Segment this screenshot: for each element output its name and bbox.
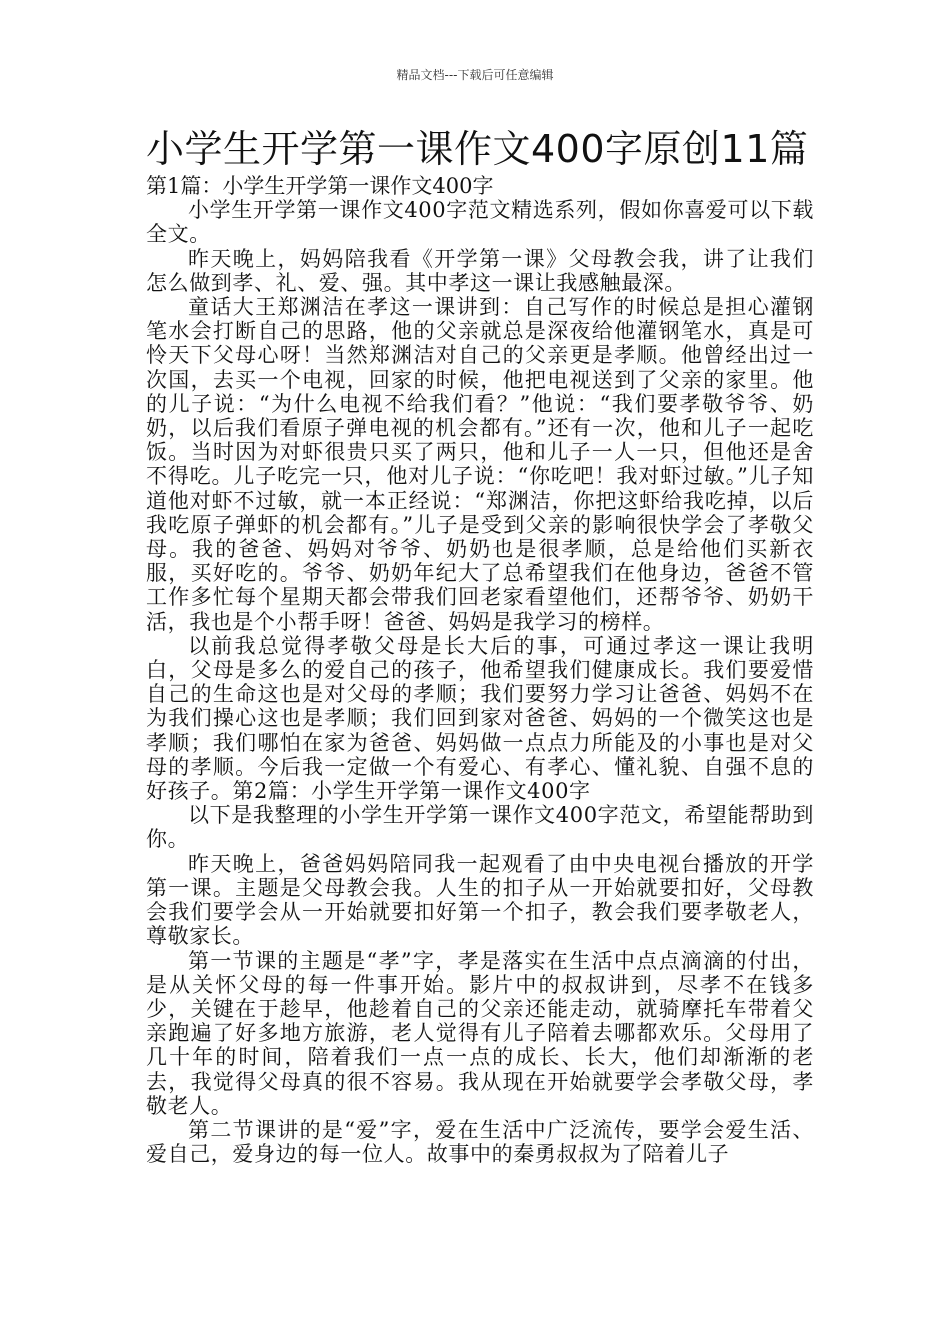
paragraph-text: 以前我总觉得孝敬父母是长大后的事，可通过孝这一课让我明白，父母是多么的爱自己的孩子，他希望我们健康成长。我们要爱惜自己的生命这也是对父母的孝顺；我们要努力学习让爸爸、妈妈不在为我们操心这也是孝顺；我们回到家对爸爸、妈妈的一个微笑这也是孝顺；我们哪怕在家为爸爸、妈妈做一点点力所能及的小事也是对父母的孝顺。今后我一定做一个有爱心、有孝心、懂礼貌、自强不息的好孩子。: [146, 633, 814, 804]
paragraph: 第一节课的主题是“孝”字，孝是落实在生活中点点滴滴的付出，是从关怀父母的每一件事开始。影片中的叔叔讲到，尽孝不在钱多少，关键在于趁早，他趁着自己的父亲还能走动，就骑摩托车带着父亲跑遍了好多地方旅游，老人觉得有儿子陪着去哪都欢乐。父母用了几十年的时间，陪着我们一点一点的成长、长大，他们却渐渐的老去，我觉得父母真的很不容易。我从现在开始就要学会孝敬父母，孝敬老人。: [146, 948, 814, 1118]
page-header-note: 精品文档---下载后可任意编辑: [396, 68, 554, 82]
paragraph: 童话大王郑渊洁在孝这一课讲到：自己写作的时候总是担心灌钢笔水会打断自己的思路，他的父亲就总是深夜给他灌钢笔水，真是可怜天下父母心呀！当然郑渊洁对自己的父亲更是孝顺。他曾经出过一次国，去买一个电视，回家的时候，他把电视送到了父亲的家里。他的儿子说：“为什么电视不给我们看？”他说：“我们要孝敬爷爷、奶奶，以后我们看原子弹电视的机会都有。”还有一次，他和儿子一起吃饭。当时因为对虾很贵只买了两只，他和儿子一人一只，但他还是舍不得吃。儿子吃完一只，他对儿子说：“你吃吧！我对虾过敏。”儿子知道他对虾不过敏，就一本正经说：“郑渊洁，你把这虾给我吃掉，以后我吃原子弹虾的机会都有。”儿子是受到父亲的影响很快学会了孝敬父母。我的爸爸、妈妈对爷爷、奶奶也是很孝顺，总是给他们买新衣服，买好吃的。爷爷、奶奶年纪大了总希望我们在他身边，爸爸不管工作多忙每个星期天都会带我们回老家看望他们，还帮爷爷、奶奶干活，我也是个小帮手呀！爸爸、妈妈是我学习的榜样。: [146, 295, 814, 634]
paragraph: [146, 634, 814, 803]
paragraph: 小学生开学第一课作文400字范文精选系列，假如你喜爱可以下载全文。: [146, 198, 814, 247]
paragraph: 昨天晚上，妈妈陪我看《开学第一课》父母教会我，讲了让我们怎么做到孝、礼、爱、强。其中孝这一课让我感触最深。: [146, 246, 814, 295]
paragraph: 第二节课讲的是“爱”字，爱在生活中广泛流传，要学会爱生活、爱自己，爱身边的每一位人。故事中的秦勇叔叔为了陪着儿子: [146, 1117, 814, 1167]
section-heading-1: 第1篇：小学生开学第一课作文400字: [146, 174, 494, 198]
paragraph: 以下是我整理的小学生开学第一课作文400字范文，希望能帮助到你。: [146, 803, 814, 852]
paragraph: 昨天晚上，爸爸妈妈陪同我一起观看了由中央电视台播放的开学第一课。主题是父母教会我。人生的扣子从一开始就要扣好，父母教会我们要学会从一开始就要扣好第一个扣子，教会我们要孝敬老人，尊敬家长。: [146, 851, 814, 949]
document-title: 小学生开学第一课作文400字原创11篇: [146, 127, 809, 171]
section-heading-2: 第2篇：小学生开学第一课作文400字: [232, 779, 591, 804]
document-body: [146, 174, 814, 1166]
